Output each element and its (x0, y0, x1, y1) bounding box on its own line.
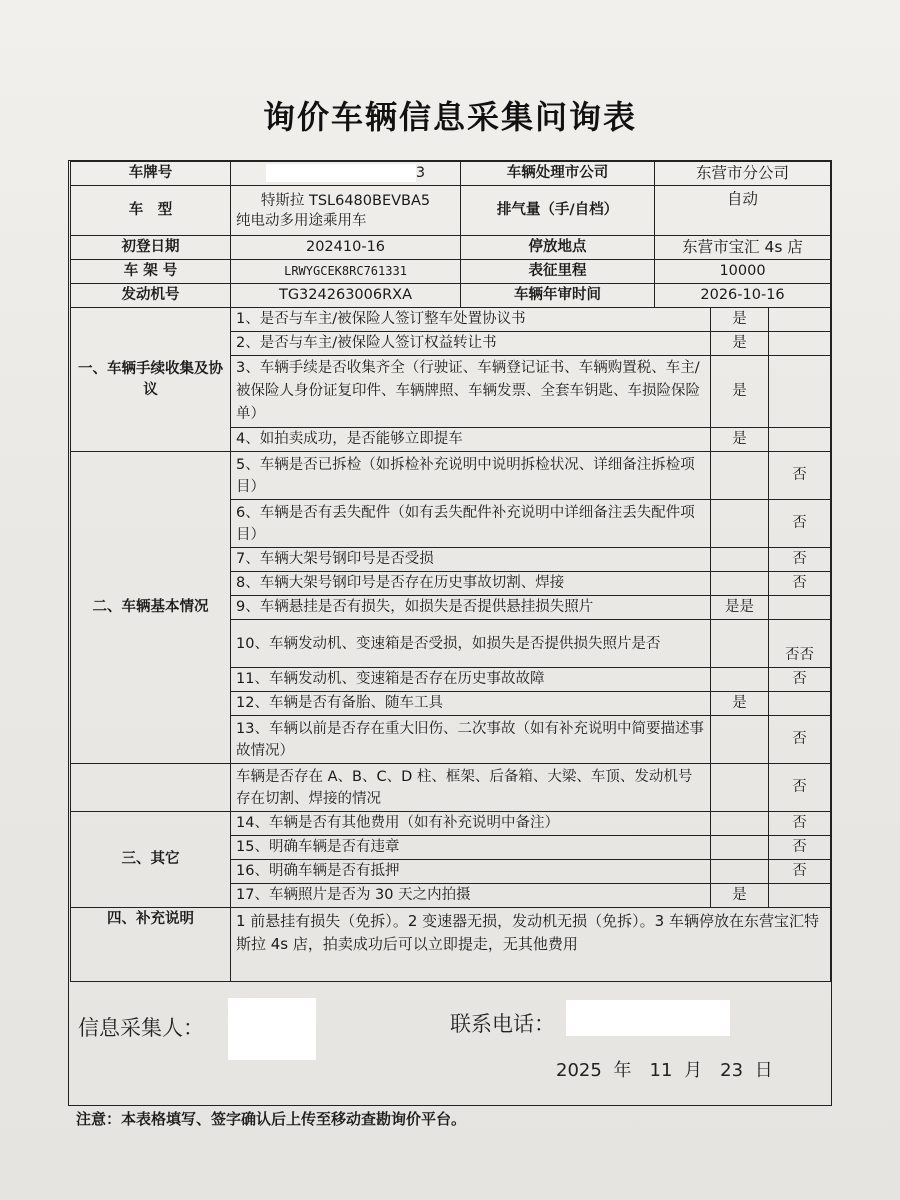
inspection-date-value: 2026-10-16 (655, 284, 831, 308)
answer-9-no (769, 596, 831, 620)
answer-6-yes (711, 500, 769, 548)
row-supplement (71, 908, 831, 982)
answer-10-yes (711, 620, 769, 668)
answer-7: 否 (769, 548, 831, 572)
form-title: 询价车辆信息采集问询表 (262, 98, 637, 136)
supplement-text: 1 前悬挂有损失（免拆）。2 变速器无损，发动机无损（免拆）。3 车辆停放在东营宝汇特斯拉 4s 店，拍卖成功后可以立即提走，无其他费用 (231, 908, 831, 982)
answer-1: 是 (711, 308, 769, 332)
answer-16-yes (711, 860, 769, 884)
phone-label: 联系电话： (450, 1012, 555, 1036)
engine-number-value: TG324263006RXA (231, 284, 461, 308)
answer-14-yes (711, 812, 769, 836)
row-plate (71, 162, 831, 186)
question-2: 2、是否与车主/被保险人签订权益转让书 (231, 332, 711, 356)
row-q5 (71, 452, 831, 500)
answer-8: 否 (769, 572, 831, 596)
section-2-title: 二、车辆基本情况 (71, 452, 231, 764)
model-label: 车 型 (71, 186, 231, 236)
footer-note: 注意：本表格填写、签字确认后上传至移动查勘询价平台。 (76, 1110, 467, 1128)
answer-pillar-yes (711, 764, 769, 812)
section-3-title: 三、其它 (71, 812, 231, 908)
answer-3-no (769, 356, 831, 428)
answer-2: 是 (711, 332, 769, 356)
answer-10: 否否 (769, 620, 831, 668)
answer-17: 是 (711, 884, 769, 908)
branch-value: 东营市分公司 (655, 162, 831, 186)
answer-9: 是是 (711, 596, 769, 620)
question-3: 3、车辆手续是否收集齐全（行驶证、车辆登记证书、车辆购置税、车主/被保险人身份证复印件、车辆牌照、车辆发票、全套车钥匙、车损险保险单） (231, 356, 711, 428)
question-pillar: 车辆是否存在 A、B、C、D 柱、框架、后备箱、大梁、车顶、发动机号存在切割、焊接的情况 (231, 764, 711, 812)
question-5: 5、车辆是否已拆检（如拆检补充说明中说明拆检状况、详细备注拆检项目） (231, 452, 711, 500)
redacted-phone-number (566, 1000, 730, 1036)
vehicle-info-form (70, 161, 831, 982)
answer-5-yes (711, 452, 769, 500)
model-value (231, 186, 461, 236)
answer-11-yes (711, 668, 769, 692)
question-15: 15、明确车辆是否有违章 (231, 836, 711, 860)
row-engine (71, 284, 831, 308)
model-line1: 特斯拉 TSL6480BEVBA5 (260, 192, 431, 209)
section-1-title: 一、车辆手续收集及协议 (71, 308, 231, 452)
answer-16: 否 (769, 860, 831, 884)
answer-pillar: 否 (769, 764, 831, 812)
row-q1 (71, 308, 831, 332)
transmission-value: 自动 (655, 186, 831, 236)
answer-15: 否 (769, 836, 831, 860)
answer-13-yes (711, 716, 769, 764)
answer-3: 是 (711, 356, 769, 428)
transmission-label: 排气量（手/自档） (461, 186, 655, 236)
answer-17-no (769, 884, 831, 908)
answer-11: 否 (769, 668, 831, 692)
row-model (71, 186, 831, 236)
answer-2-no (769, 332, 831, 356)
collector-label: 信息采集人： (78, 1016, 204, 1040)
answer-14: 否 (769, 812, 831, 836)
answer-1-no (769, 308, 831, 332)
question-11: 11、车辆发动机、变速箱是否存在历史事故故障 (231, 668, 711, 692)
registration-date-label: 初登日期 (71, 236, 231, 260)
question-6: 6、车辆是否有丢失配件（如有丢失配件补充说明中详细备注丢失配件项目） (231, 500, 711, 548)
answer-12: 是 (711, 692, 769, 716)
mileage-value: 10000 (655, 260, 831, 284)
question-14: 14、车辆是否有其他费用（如有补充说明中备注） (231, 812, 711, 836)
answer-4: 是 (711, 428, 769, 452)
question-10: 10、车辆发动机、变速箱是否受损，如损失是否提供损失照片是否 (231, 620, 711, 668)
plate-label: 车牌号 (71, 162, 231, 186)
model-line2: 纯电动多用途乘用车 (236, 212, 367, 229)
question-4: 4、如拍卖成功，是否能够立即提车 (231, 428, 711, 452)
question-16: 16、明确车辆是否有抵押 (231, 860, 711, 884)
section-4-title: 四、补充说明 (71, 908, 231, 982)
row-registration (71, 236, 831, 260)
mileage-label: 表征里程 (461, 260, 655, 284)
answer-6: 否 (769, 500, 831, 548)
vin-label: 车 架 号 (71, 260, 231, 284)
branch-label: 车辆处理市公司 (461, 162, 655, 186)
question-8: 8、车辆大架号钢印号是否存在历史事故切割、焊接 (231, 572, 711, 596)
answer-8-yes (711, 572, 769, 596)
parking-location-value: 东营市宝汇 4s 店 (655, 236, 831, 260)
registration-date-value: 202410-16 (231, 236, 461, 260)
vin-value: LRWYGCEK8RC761331 (231, 260, 461, 284)
question-7: 7、车辆大架号钢印号是否受损 (231, 548, 711, 572)
row-q14 (71, 812, 831, 836)
answer-4-no (769, 428, 831, 452)
inspection-date-label: 车辆年审时间 (461, 284, 655, 308)
plate-value-cell (231, 162, 461, 186)
engine-number-label: 发动机号 (71, 284, 231, 308)
answer-15-yes (711, 836, 769, 860)
pillar-section-empty (71, 764, 231, 812)
redacted-collector-name (228, 998, 316, 1060)
question-13: 13、车辆以前是否存在重大旧伤、二次事故（如有补充说明中简要描述事故情况） (231, 716, 711, 764)
question-12: 12、车辆是否有备胎、随车工具 (231, 692, 711, 716)
answer-7-yes (711, 548, 769, 572)
row-pillar (71, 764, 831, 812)
answer-12-no (769, 692, 831, 716)
question-17: 17、车辆照片是否为 30 天之内拍摄 (231, 884, 711, 908)
answer-13: 否 (769, 716, 831, 764)
answer-5: 否 (769, 452, 831, 500)
row-vin (71, 260, 831, 284)
parking-location-label: 停放地点 (461, 236, 655, 260)
question-1: 1、是否与车主/被保险人签订整车处置协议书 (231, 308, 711, 332)
plate-value-suffix: 3 (415, 165, 426, 181)
redacted-plate (266, 164, 416, 182)
question-9: 9、车辆悬挂是否有损失，如损失是否提供悬挂损失照片 (231, 596, 711, 620)
form-date: 2025 年 11 月 23 日 (556, 1060, 773, 1081)
